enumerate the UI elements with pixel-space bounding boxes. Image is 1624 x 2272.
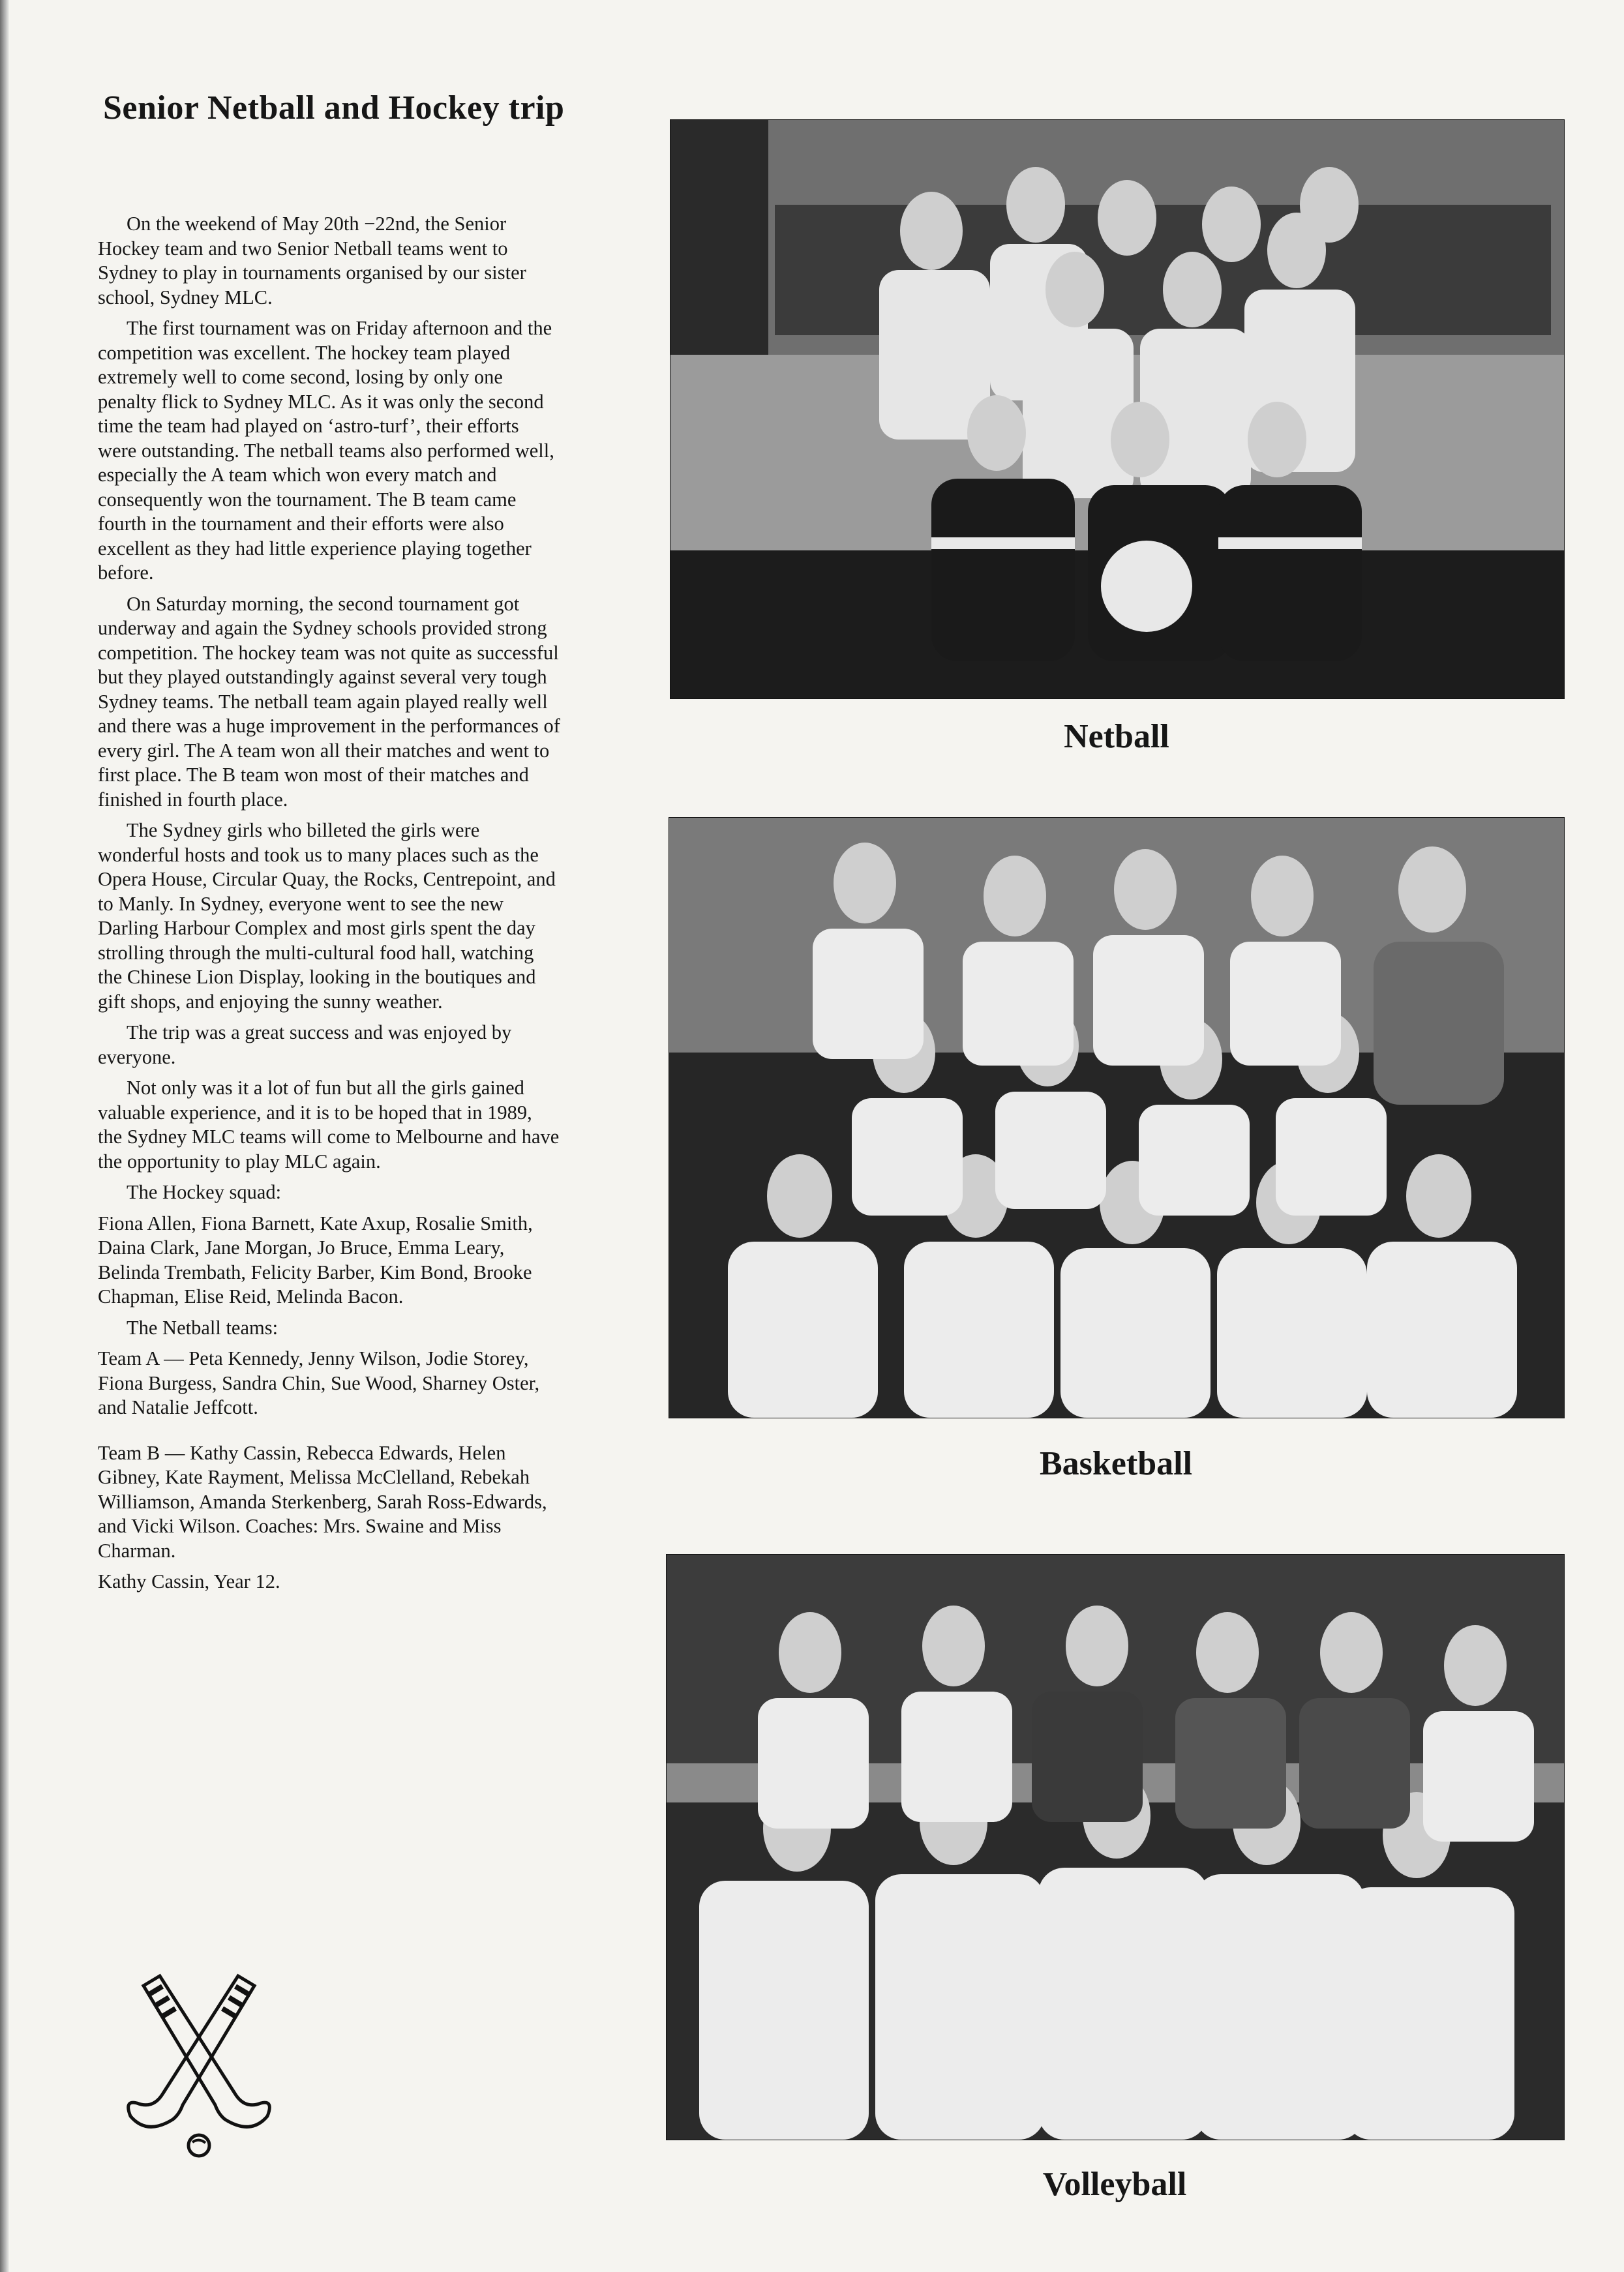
page-spine-edge bbox=[0, 0, 9, 2272]
netball-team-a-list: Team A — Peta Kennedy, Jenny Wilson, Jodie Storey, Fiona Burgess, Sandra Chin, Sue Wood, Sharney Oster, and Natalie Jeffcott. bbox=[98, 1347, 540, 1418]
basketball-caption: Basketball bbox=[1039, 1445, 1193, 1482]
netball-teams-heading: The Netball teams: bbox=[127, 1316, 278, 1339]
netball-team-photo bbox=[670, 119, 1565, 699]
netball-caption: Netball bbox=[1064, 718, 1169, 755]
article-title: Senior Netball and Hockey trip bbox=[103, 89, 565, 127]
crossed-hockey-sticks-icon bbox=[121, 1969, 277, 2159]
article-paragraph-6: Not only was it a lot of fun but all the girls gained valuable experience, and it is to be hoped that in 1989, the Sydney MLC teams will come to Melbourne and have the opportunity to play MLC again. bbox=[98, 1077, 560, 1173]
volleyball-caption: Volleyball bbox=[1042, 2166, 1187, 2203]
article-paragraph-4: The Sydney girls who billeted the girls were wonderful hosts and took us to many places such as the Opera House, Circular Quay, the Rocks, Centrepoint, and to Manly. In Sydney, everyone went to see the new Darling Harbour Complex and most girls spent the day strolling through the multi-cultural food hall, watching the Chinese Lion Display, looking in the boutiques and gift shops, and enjoying the sunny weather. bbox=[98, 819, 556, 1013]
article-signature: Kathy Cassin, Year 12. bbox=[98, 1570, 280, 1592]
article-paragraph-3: On Saturday morning, the second tournament got underway and again the Sydney schools provided strong competition. The hockey team was not quite as successful but they played outstandingly against several very tough Sydney teams. The netball team again played really well and there was a huge improvement in the performances of every girl. The A team won all their matches and went to first place. The B team won most of their matches and finished in fourth place. bbox=[98, 592, 560, 811]
basketball-team-photo bbox=[669, 817, 1565, 1418]
article-paragraph-2: The first tournament was on Friday afternoon and the competition was excellent. The hockey team played extremely well to come second, losing by only one penalty flick to Sydney MLC. As it was only the second time the team had played on ‘astro-turf’, their efforts were outstanding. The netball teams also performed well, especially the A team which won every match and consequently won the tournament. The B team came fourth in the tournament and their efforts were also excellent as they had little experience playing together before. bbox=[98, 317, 554, 584]
article-body bbox=[98, 212, 561, 1601]
netball-team-b-list: Team B — Kathy Cassin, Rebecca Edwards, Helen Gibney, Kate Rayment, Melissa McClelland, Rebekah Williamson, Amanda Sterkenberg, Sarah Ross-Edwards, and Vicki Wilson. Coaches: Mrs. Swaine and Miss Charman. bbox=[98, 1441, 547, 1562]
volleyball-team-photo bbox=[666, 1554, 1565, 2140]
article-paragraph-5: The trip was a great success and was enjoyed by everyone. bbox=[98, 1021, 512, 1068]
hockey-squad-heading: The Hockey squad: bbox=[127, 1181, 282, 1203]
hockey-squad-list: Fiona Allen, Fiona Barnett, Kate Axup, Rosalie Smith, Daina Clark, Jane Morgan, Jo Bruce, Emma Leary, Belinda Trembath, Felicity Barber, Kim Bond, Brooke Chapman, Elise Reid, Melinda Bacon. bbox=[98, 1212, 533, 1308]
article-paragraph-1: On the weekend of May 20th −22nd, the Senior Hockey team and two Senior Netball teams went to Sydney to play in tournaments organised by our sister school, Sydney MLC. bbox=[98, 213, 526, 308]
